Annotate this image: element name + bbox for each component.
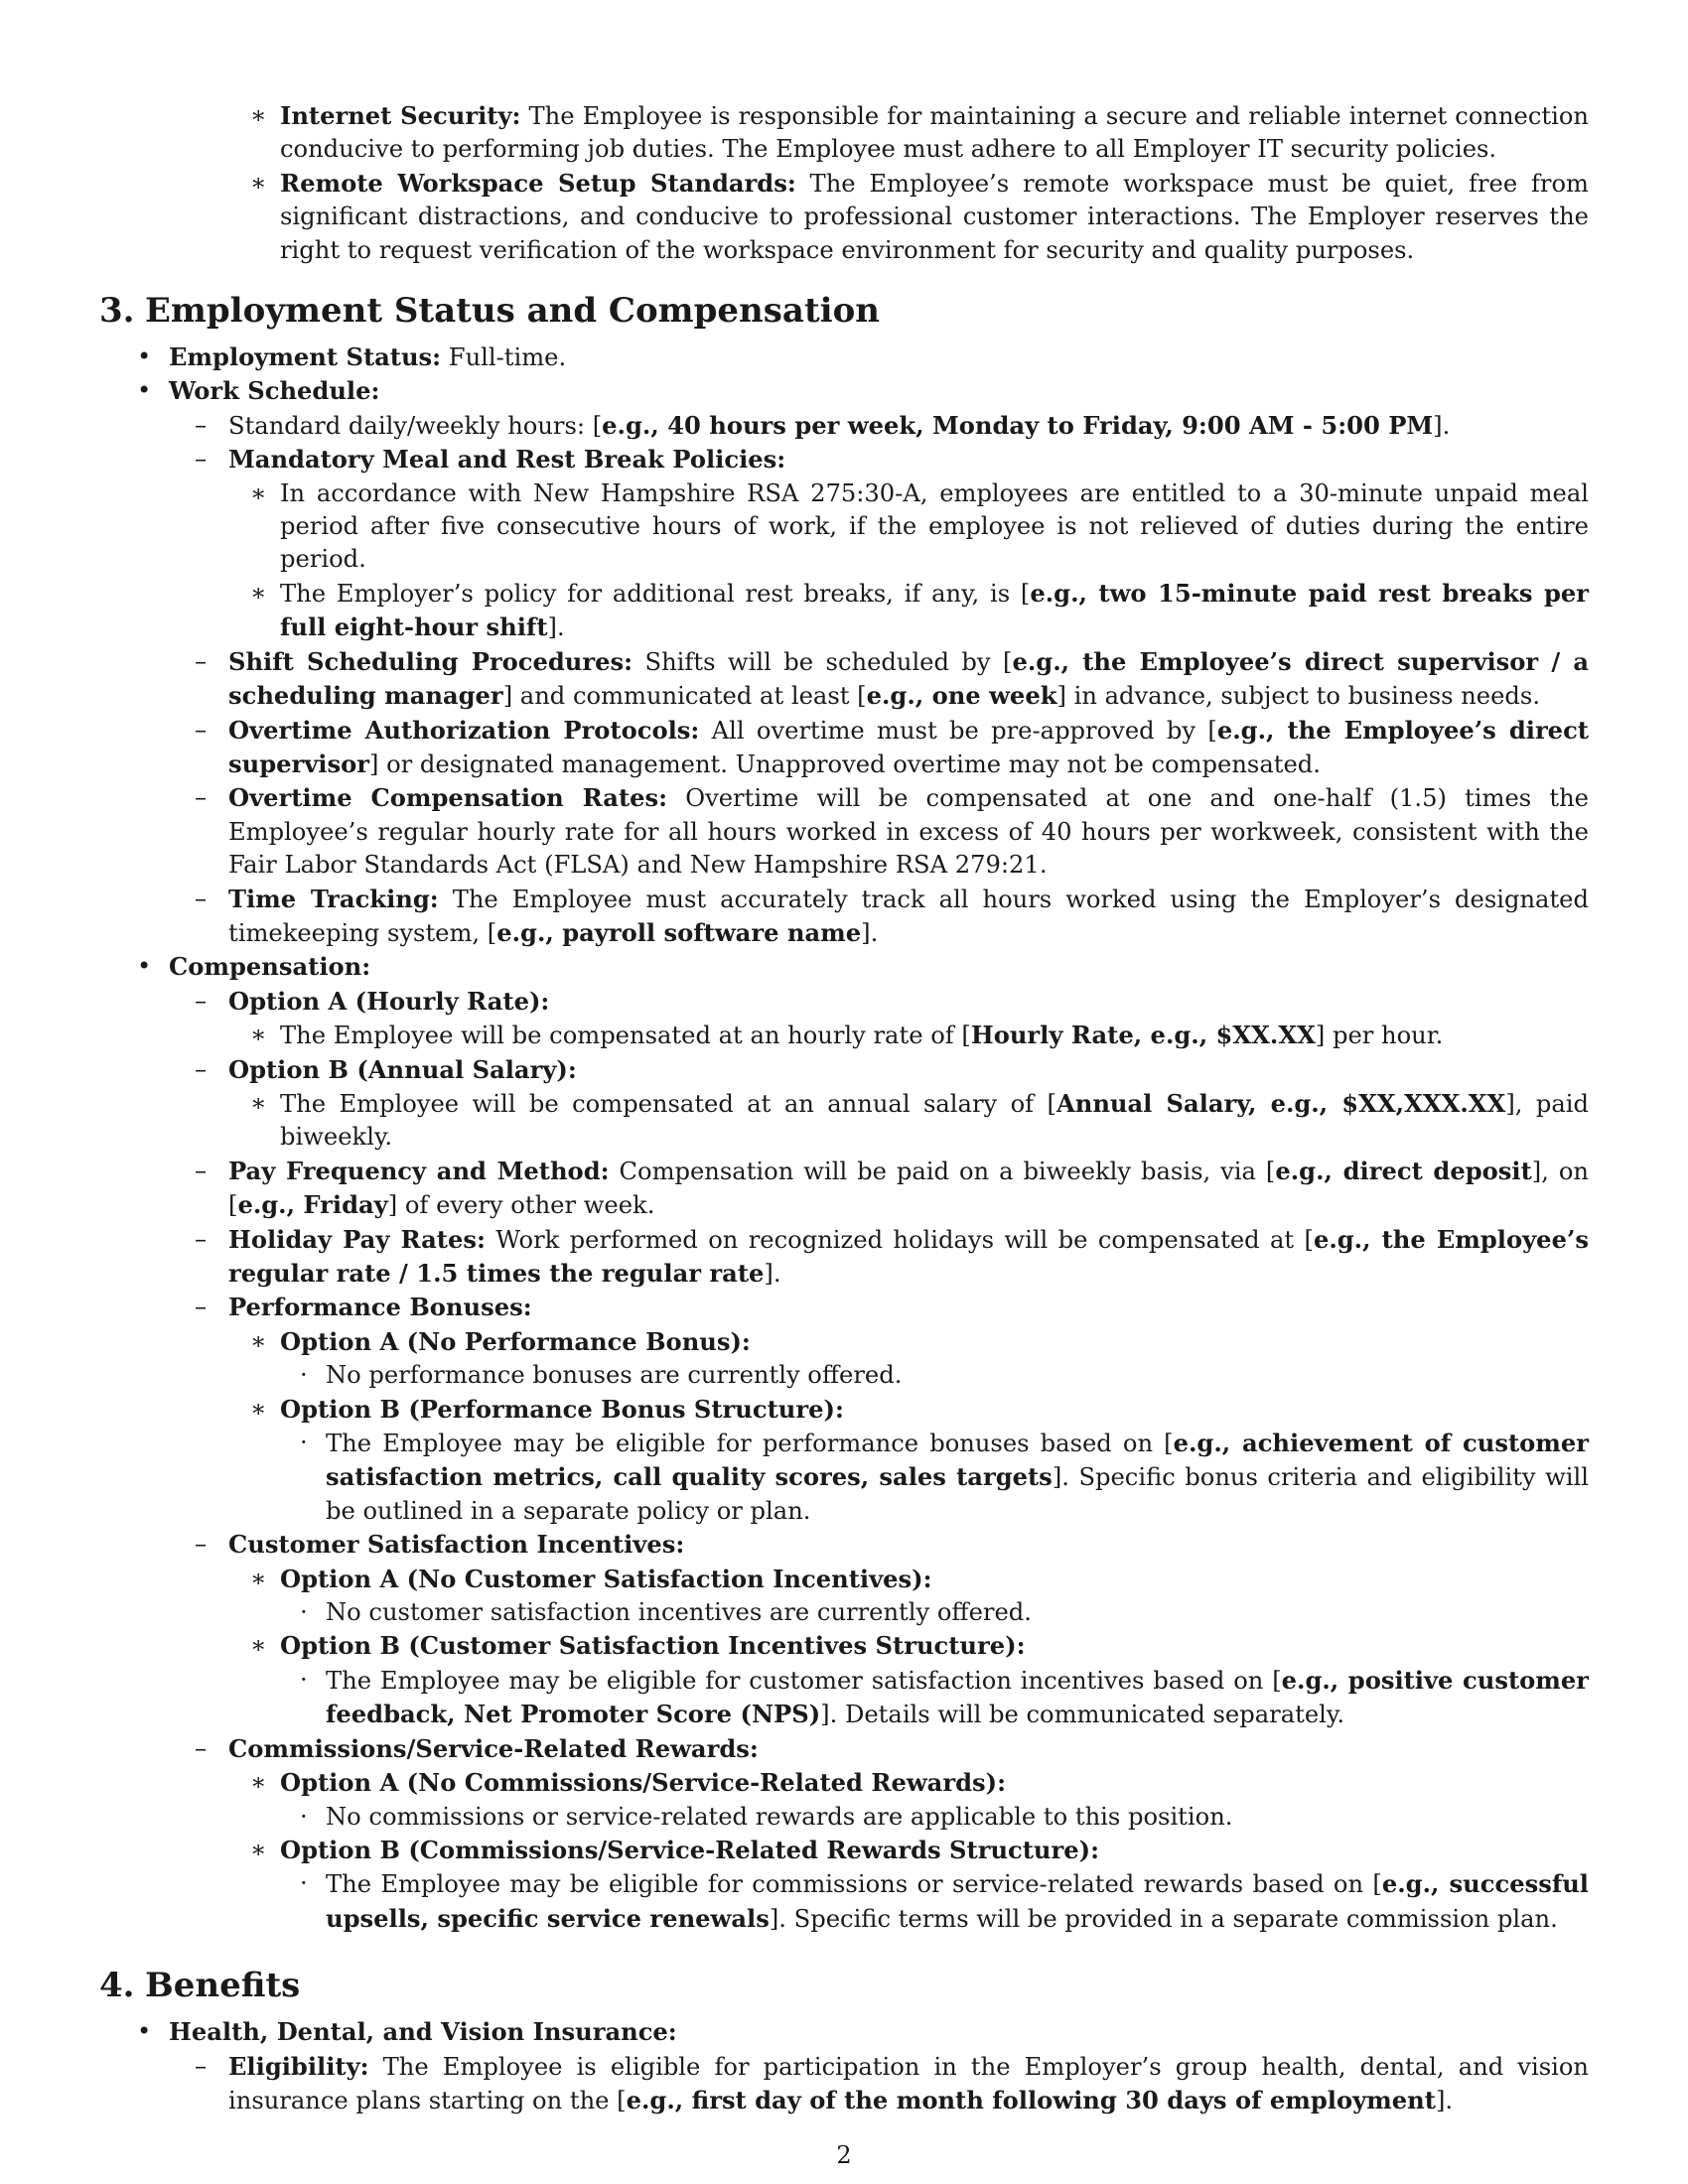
list-item-remote-workspace (99, 167, 1589, 267)
list-item-compensation (99, 950, 1589, 984)
placeholder-text: e.g., first day of the month following 30 days of employment (626, 2085, 1436, 2115)
list-item-cs-option-b (99, 1629, 1589, 1663)
item-text: ] and communicated at least [ (502, 682, 867, 711)
star-marker: ∗ (250, 1835, 267, 1863)
item-text: The Employee may be eligible for performance bonuses based on [ (326, 1430, 1174, 1458)
section-number: 4. (99, 1966, 135, 2006)
item-text: No customer satisfaction incentives are currently offered. (326, 1598, 1032, 1627)
placeholder-text: e.g., achievement of customer satisfaction metrics, call quality scores, sales targets (326, 1429, 1589, 1492)
item-text: ]. (547, 614, 565, 642)
item-text: The Employee may be eligible for commissions or service-related rewards based on [ (326, 1870, 1382, 1899)
dash-marker: – (195, 783, 208, 812)
item-text: ]. (1435, 2086, 1454, 2115)
bullet-marker: • (137, 342, 152, 371)
dash-marker: – (195, 1156, 208, 1184)
page-number: 2 (836, 2141, 852, 2169)
list-item-meal-rest (99, 443, 1589, 477)
dash-marker: – (195, 646, 208, 675)
list-item-insurance (99, 2015, 1589, 2049)
list-item-holiday-pay (99, 1223, 1589, 1292)
item-text: The Employee will be compensated at an annual salary of [ (280, 1089, 1056, 1118)
item-label: Employment Status: (169, 342, 442, 372)
item-label: Work Schedule: (169, 376, 380, 406)
item-text: The Employee’s remote workspace must be quiet, free from significant distractions, and conducive to professional customer interactions. The Employer reserves the right to request verification of the workspace environment for security and quality purposes. (280, 169, 1589, 264)
item-label: Option A (Hourly Rate): (228, 986, 550, 1016)
dot-marker: · (300, 1361, 308, 1390)
item-text: No performance bonuses are currently offered. (326, 1361, 903, 1390)
dot-marker: · (300, 1429, 308, 1457)
dot-marker: · (300, 1802, 308, 1831)
list-item-commissions-option-a-text (99, 1801, 1589, 1834)
list-item-commissions-option-a (99, 1766, 1589, 1800)
section-4-heading (99, 1966, 1589, 2005)
list-item-bonus-option-a-text (99, 1359, 1589, 1392)
item-text: ]. Specific bonus criteria and eligibility will be outlined in a separate policy or plan. (326, 1463, 1589, 1525)
placeholder-text: e.g., Friday (237, 1190, 388, 1220)
item-text: ]. Specific terms will be provided in a separate commission plan. (769, 1904, 1558, 1933)
star-marker: ∗ (250, 1021, 267, 1049)
list-item-time-tracking (99, 883, 1589, 951)
placeholder-text: e.g., positive customer feedback, Net Promoter Score (NPS) (326, 1665, 1589, 1729)
item-text: The Employee may be eligible for customer satisfaction incentives based on [ (326, 1666, 1282, 1695)
item-label: Eligibility: (228, 2051, 369, 2081)
bullet-marker: • (137, 2017, 152, 2046)
list-item-bonus-option-a (99, 1325, 1589, 1359)
dot-marker: · (300, 1665, 308, 1694)
dash-marker: – (195, 986, 208, 1015)
item-text: Compensation will be paid on a biweekly basis, via [ (609, 1157, 1276, 1185)
list-item-overtime-rates (99, 781, 1589, 882)
list-item-commissions-option-b-text (99, 1867, 1589, 1936)
placeholder-text: e.g., successful upsells, specific service renewals (326, 1869, 1589, 1933)
star-marker: ∗ (250, 1768, 267, 1797)
star-marker: ∗ (250, 1326, 267, 1355)
list-item-cs-option-a-text (99, 1596, 1589, 1629)
item-text: ]. (1433, 411, 1451, 440)
section-title: Benefits (145, 1966, 301, 2006)
list-item-work-schedule (99, 374, 1589, 408)
placeholder-text: e.g., two 15-minute paid rest breaks per full eight-hour shift (280, 578, 1590, 642)
dot-marker: · (300, 1869, 308, 1898)
list-item-standard-hours (99, 409, 1589, 443)
placeholder-text: e.g., the Employee’s regular rate / 1.5 times the regular rate (228, 1224, 1589, 1288)
item-text: ] in advance, subject to business needs. (1056, 682, 1541, 711)
list-item-bonus-option-b-text (99, 1427, 1589, 1528)
star-marker: ∗ (250, 168, 267, 197)
list-item-bonus-option-b (99, 1393, 1589, 1427)
item-label: Option B (Annual Salary): (228, 1054, 577, 1084)
item-text: Work performed on recognized holidays will be compensated at [ (485, 1225, 1314, 1254)
bullet-marker: • (137, 376, 152, 405)
document-page (99, 99, 1589, 2117)
item-label: Customer Satisfaction Incentives: (228, 1530, 685, 1560)
item-label: Option B (Customer Satisfaction Incentives Structure): (280, 1631, 1026, 1661)
dash-marker: – (195, 410, 208, 439)
dash-marker: – (195, 445, 208, 474)
list-item-internet-security (99, 99, 1589, 167)
item-text: ], on [ (228, 1157, 1589, 1220)
item-text: Standard daily/weekly hours: [ (228, 411, 603, 440)
item-text: Overtime will be compensated at one and one-half (1.5) times the Employee’s regular hourly rate for all hours worked in excess of 40 hours per workweek, consistent with the Fair Labor Standards Act (FLSA) and New Hampshire RSA 279:21. (228, 784, 1589, 880)
dash-marker: – (195, 2051, 208, 2080)
placeholder-text: e.g., 40 hours per week, Monday to Friday, 9:00 AM - 5:00 PM (602, 410, 1434, 440)
list-item-commissions-option-b (99, 1834, 1589, 1867)
section-title: Employment Status and Compensation (145, 291, 880, 332)
section-3-heading (99, 291, 1589, 331)
item-label: Pay Frequency and Method: (228, 1156, 610, 1185)
item-text: ]. (861, 918, 879, 947)
item-label: Option A (No Commissions/Service-Related Rewards): (280, 1768, 1006, 1798)
list-item-rest-breaks (99, 577, 1589, 645)
item-label: Option B (Commissions/Service-Related Rewards Structure): (280, 1835, 1100, 1864)
item-text: ] or designated management. Unapproved overtime may not be compensated. (368, 750, 1321, 778)
item-text: The Employer’s policy for additional rest breaks, if any, is [ (280, 579, 1031, 608)
dash-marker: – (195, 1733, 208, 1762)
dash-marker: – (195, 1224, 208, 1253)
list-item-cs-option-b-text (99, 1664, 1589, 1732)
star-marker: ∗ (250, 578, 267, 607)
dash-marker: – (195, 884, 208, 912)
list-item-employment-status (99, 341, 1589, 374)
item-label: Commissions/Service-Related Rewards: (228, 1733, 759, 1763)
item-text: The Employee is responsible for maintaining a secure and reliable internet connection conducive to performing job duties. The Employee must adhere to all Employer IT security policies. (280, 102, 1589, 164)
item-text: In accordance with New Hampshire RSA 275:30-A, employees are entitled to a 30-minute unpaid meal period after five consecutive hours of work, if the employee is not relieved of duties during the entire period. (280, 478, 1589, 574)
item-label: Performance Bonuses: (228, 1293, 532, 1322)
placeholder-text: e.g., the Employee’s direct supervisor / a scheduling manager (228, 646, 1589, 711)
dash-marker: – (195, 1054, 208, 1083)
star-marker: ∗ (250, 478, 267, 507)
dash-marker: – (195, 1293, 208, 1321)
item-text: Full-time. (441, 343, 567, 372)
item-label: Option B (Performance Bonus Structure): (280, 1394, 844, 1424)
item-label: Option A (No Performance Bonus): (280, 1326, 751, 1356)
list-item-cs-incentives (99, 1528, 1589, 1562)
star-marker: ∗ (250, 1394, 267, 1423)
item-label: Mandatory Meal and Rest Break Policies: (228, 445, 786, 475)
list-item-option-a-hourly (99, 985, 1589, 1019)
item-label: Time Tracking: (228, 884, 439, 913)
star-marker: ∗ (250, 1631, 267, 1660)
item-text: Shifts will be scheduled by [ (633, 647, 1013, 676)
list-item-hourly-rate (99, 1019, 1589, 1052)
list-item-shift-scheduling (99, 645, 1589, 714)
placeholder-text: Annual Salary, e.g., $XX,XXX.XX (1055, 1088, 1506, 1118)
item-label: Option A (No Customer Satisfaction Incentives): (280, 1564, 932, 1593)
placeholder-text: e.g., payroll software name (496, 917, 862, 947)
item-text: ] of every other week. (387, 1191, 655, 1220)
item-text: The Employee is eligible for participation in the Employer’s group health, dental, and vision insurance plans starting on the [ (228, 2052, 1589, 2115)
item-text: ]. (764, 1260, 781, 1288)
item-text: No commissions or service-related rewards are applicable to this position. (326, 1802, 1233, 1831)
item-label: Remote Workspace Setup Standards: (280, 168, 796, 198)
item-label: Shift Scheduling Procedures: (228, 646, 633, 676)
list-item-pay-frequency (99, 1155, 1589, 1223)
dash-marker: – (195, 715, 208, 744)
item-label: Health, Dental, and Vision Insurance: (169, 2017, 677, 2047)
item-label: Overtime Compensation Rates: (228, 783, 668, 813)
item-text: All overtime must be pre-approved by [ (699, 716, 1217, 745)
list-item-performance-bonuses (99, 1291, 1589, 1324)
dot-marker: · (300, 1598, 308, 1627)
list-item-rsa-meal (99, 478, 1589, 577)
placeholder-text: Hourly Rate, e.g., $XX.XX (970, 1021, 1316, 1050)
item-text: ] per hour. (1315, 1022, 1444, 1050)
star-marker: ∗ (250, 1088, 267, 1117)
list-item-commissions (99, 1732, 1589, 1766)
list-item-annual-salary (99, 1087, 1589, 1155)
list-item-eligibility (99, 2050, 1589, 2118)
item-text: ], paid biweekly. (280, 1089, 1589, 1152)
dash-marker: – (195, 1530, 208, 1559)
bullet-marker: • (137, 952, 152, 981)
list-item-option-b-salary (99, 1053, 1589, 1087)
section-number: 3. (99, 291, 135, 332)
item-text: ]. Details will be communicated separately. (820, 1701, 1345, 1729)
item-label: Internet Security: (280, 101, 521, 130)
list-item-cs-option-a (99, 1563, 1589, 1596)
item-label: Overtime Authorization Protocols: (228, 715, 700, 745)
item-label: Compensation: (169, 952, 371, 982)
placeholder-text: e.g., the Employee’s direct supervisor (228, 715, 1589, 778)
item-text: The Employee must accurately track all hours worked using the Employer’s designated timekeeping system, [ (228, 885, 1589, 947)
list-item-overtime-auth (99, 714, 1589, 782)
item-text: The Employee will be compensated at an hourly rate of [ (280, 1022, 971, 1050)
placeholder-text: e.g., one week (866, 681, 1057, 711)
placeholder-text: e.g., direct deposit (1275, 1156, 1532, 1185)
item-label: Holiday Pay Rates: (228, 1224, 486, 1254)
star-marker: ∗ (250, 1564, 267, 1592)
star-marker: ∗ (250, 101, 267, 129)
